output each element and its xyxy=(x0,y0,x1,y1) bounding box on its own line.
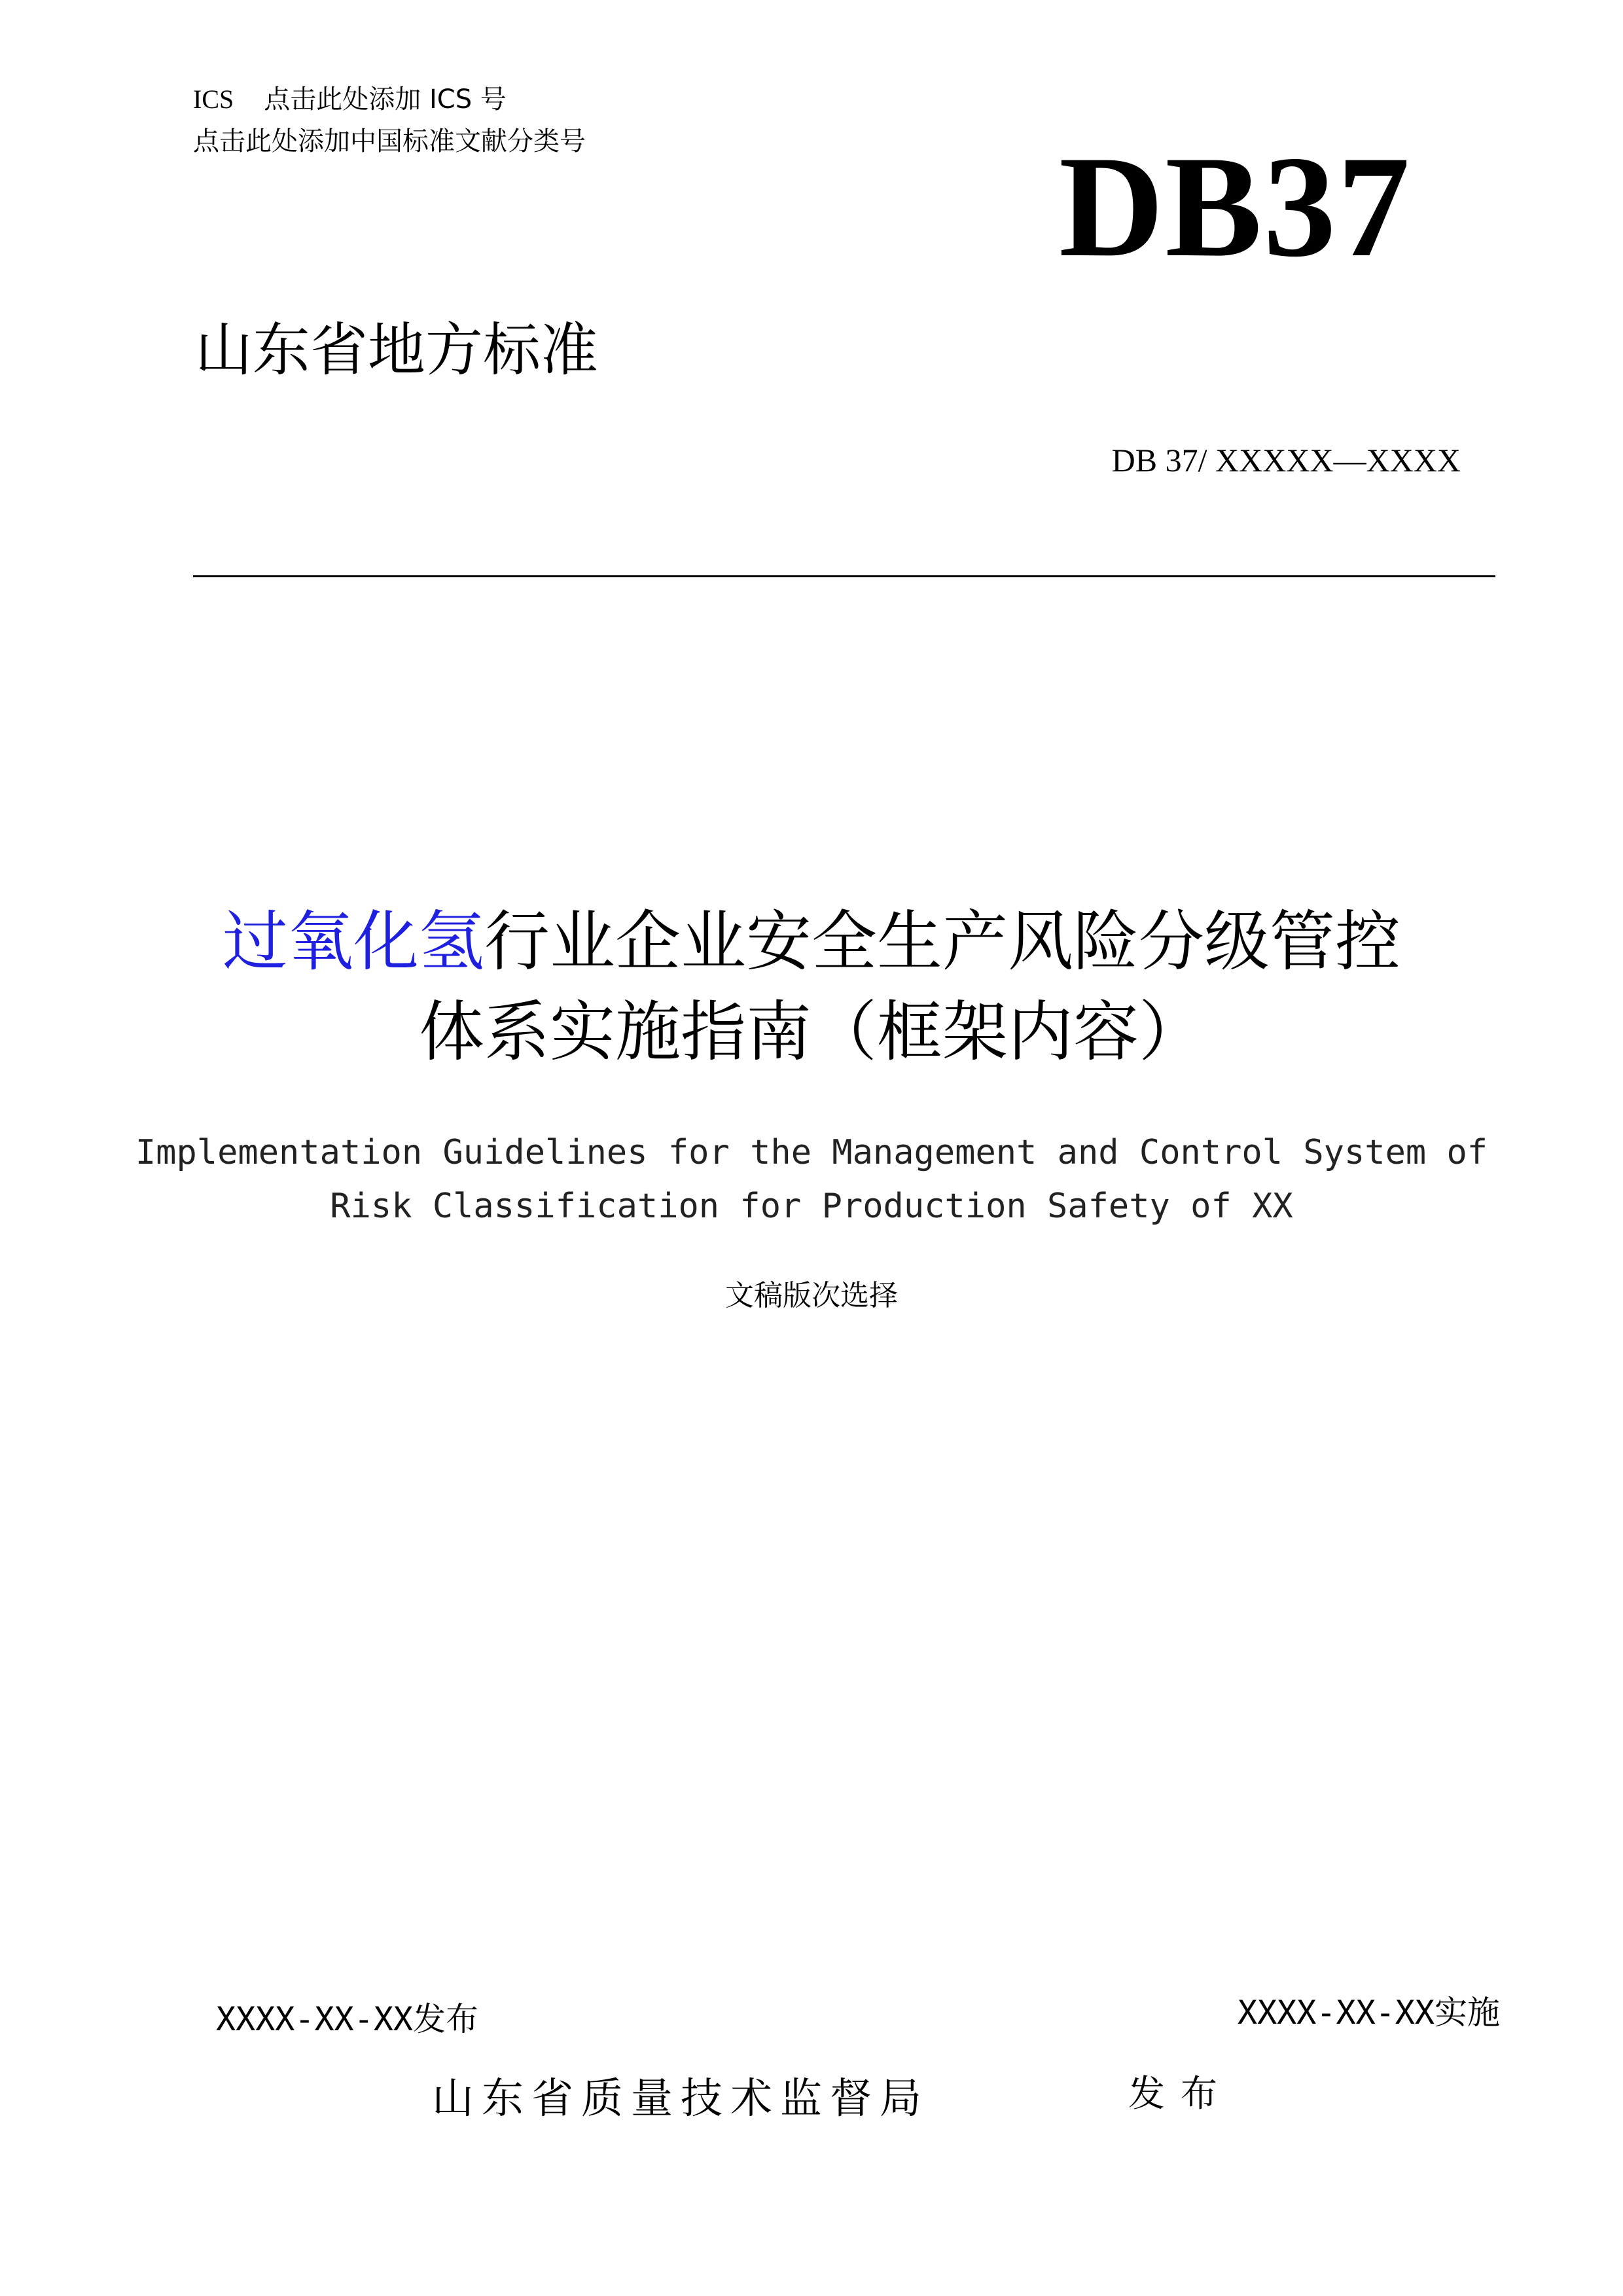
title-highlight[interactable]: 过氧化氢 xyxy=(223,903,484,980)
publish-label: 发布 xyxy=(1128,2073,1233,2115)
english-title-line-1: Implementation Guidelines for the Management and Control System of xyxy=(135,1133,1488,1172)
ics-placeholder[interactable]: 点击此处添加 ICS 号 xyxy=(264,84,507,115)
impl-date-value[interactable]: XXXX-XX-XX xyxy=(1237,1994,1435,2032)
header-divider xyxy=(193,575,1495,577)
issue-label: 发布 xyxy=(413,2000,479,2038)
english-title-line-2: Risk Classification for Production Safety of XX xyxy=(330,1187,1293,1226)
document-title xyxy=(0,897,1623,1077)
db37-logo: DB37 xyxy=(1059,126,1412,287)
issue-date-value[interactable]: XXXX-XX-XX xyxy=(216,2000,414,2038)
ics-label: ICS xyxy=(193,84,234,114)
title-line-1 xyxy=(0,897,1623,987)
implementation-date xyxy=(1238,1990,1500,2036)
issuing-authority: 山东省质量技术监督局 xyxy=(432,2075,929,2123)
title-line-2: 体系实施指南（框架内容） xyxy=(419,994,1204,1070)
title-line-1-rest: 行业企业安全生产风险分级管控 xyxy=(484,903,1400,980)
version-select[interactable]: 文稿版次选择 xyxy=(725,1279,898,1312)
impl-label: 实施 xyxy=(1435,1994,1500,2032)
standard-type-title: 山东省地方标准 xyxy=(195,316,599,384)
ics-line xyxy=(193,81,507,118)
issue-date xyxy=(216,1996,478,2042)
english-title xyxy=(0,1126,1623,1233)
standard-number: DB 37/ XXXXX—XXXX xyxy=(1111,442,1461,478)
ccs-placeholder[interactable]: 点击此处添加中国标准文献分类号 xyxy=(193,126,586,156)
